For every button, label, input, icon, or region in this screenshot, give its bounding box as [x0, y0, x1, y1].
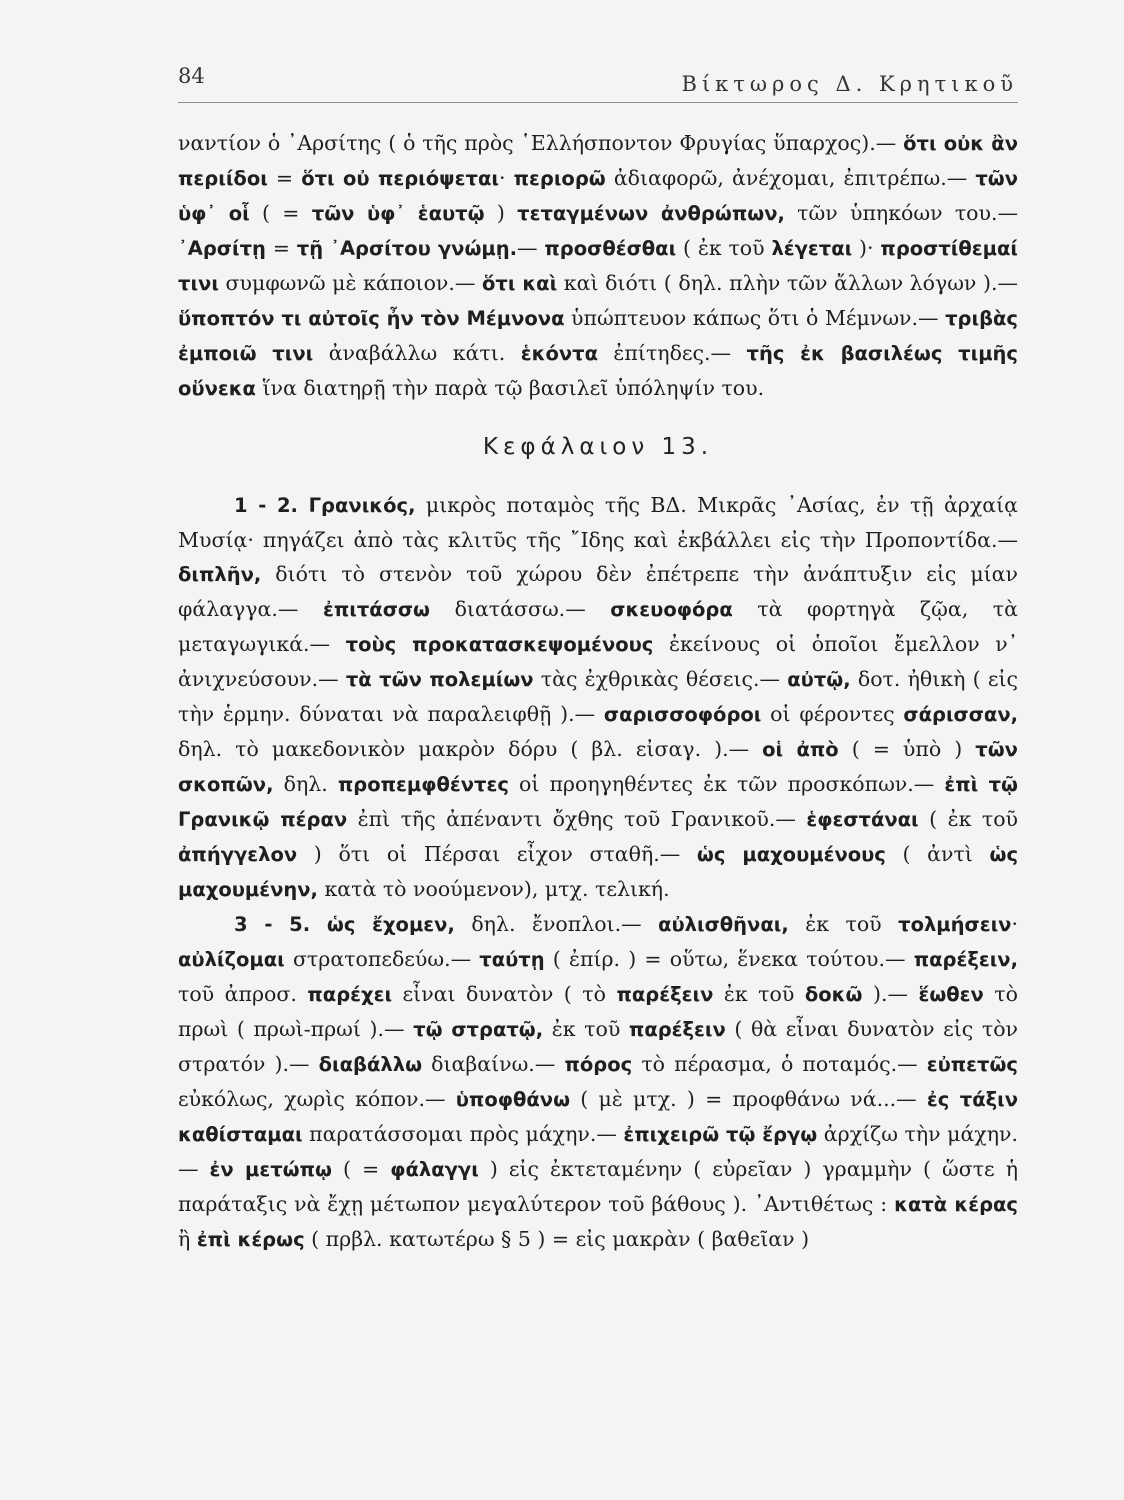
- lemma: τολμήσειν: [898, 913, 1012, 936]
- lemma: παρέξειν,: [913, 948, 1018, 971]
- gloss-text: διότι τὸ στενὸν τοῦ χώρου δὲν ἐπέτρεπε τὴν ἀνάπτυξιν εἰς μίαν φάλαγγα.—: [178, 562, 1018, 621]
- lemma: λέγεται: [771, 237, 853, 260]
- lemma: περιορῶ: [513, 167, 606, 190]
- lemma: ἐς τάξιν καθίσταμαι: [178, 1088, 1018, 1146]
- gloss-text: ( ἐκ τοῦ: [676, 236, 772, 260]
- lemma: ὡς μαχουμένην,: [178, 843, 1019, 901]
- lemma: τῶν ὑφ᾿ ἑαυτῷ: [311, 202, 485, 225]
- gloss-text: ( ἐκ τοῦ: [918, 807, 1018, 831]
- lemma: οἱ ἀπὸ: [762, 738, 839, 761]
- lemma: 1 - 2. Γρανικός,: [234, 494, 416, 517]
- lemma: τῷ στρατῷ,: [413, 1018, 544, 1041]
- lemma: ἐπὶ κέρως: [196, 1228, 305, 1251]
- gloss-text: κατὰ τὸ νοούμενον), μτχ. τελική.: [317, 877, 670, 901]
- gloss-text: ἀναβάλλω κάτι.: [313, 341, 521, 365]
- lemma: εὐπετῶς: [926, 1053, 1018, 1076]
- lemma: ἑκόντα: [520, 342, 598, 365]
- gloss-text: διαβαίνω.—: [422, 1052, 565, 1076]
- lemma: παρέξειν: [616, 983, 714, 1006]
- lemma: αὐλίζομαι: [178, 948, 285, 971]
- lemma: προπεμφθέντες: [337, 773, 509, 796]
- gloss-text: τοῦ ἀπροσ.: [178, 982, 308, 1006]
- lemma: παρέξειν: [628, 1018, 726, 1041]
- gloss-text: =: [265, 236, 297, 260]
- gloss-text: διατάσσω.—: [430, 597, 611, 621]
- gloss-text: ( ἐπίρ. ) = οὕτω, ἕνεκα τούτου.—: [544, 947, 914, 971]
- gloss-text: ἐκ τοῦ: [543, 1017, 629, 1041]
- lemma: σαρισσοφόροι: [603, 703, 762, 726]
- gloss-text: —: [517, 236, 545, 260]
- lemma: ὅτι οὐκ ἂν περιίδοι: [178, 132, 1018, 190]
- page-number: 84: [178, 64, 205, 88]
- gloss-text: οἱ προηγηθέντες ἐκ τῶν προσκόπων.—: [508, 772, 945, 796]
- gloss-text: δηλ.: [273, 772, 338, 796]
- continuation-paragraph: [178, 126, 1018, 406]
- lemma: τριβὰς ἐμποιῶ τινι: [178, 307, 1018, 365]
- gloss-text: ὑπώπτευον κάπως ὅτι ὁ Μέμνων.—: [564, 306, 946, 330]
- lemma: ἕωθεν: [918, 983, 984, 1006]
- gloss-text: ( θὰ εἶναι δυνατὸν εἰς τὸν στρατόν ).—: [178, 1017, 1019, 1076]
- lemma: διπλῆν,: [178, 563, 262, 586]
- gloss-text: δηλ. τὸ μακεδονικὸν μακρὸν δόρυ ( βλ. εἰσαγ. ).—: [178, 737, 763, 761]
- lemma: σάρισσαν,: [903, 703, 1019, 726]
- gloss-text: ( μὲ μτχ. ) = προφθάνω νά...—: [570, 1087, 927, 1111]
- lemma: ὕποπτόν τι αὐτοῖς ἦν τὸν Μέμνονα: [178, 307, 565, 330]
- lemma: ὅτι οὐ περιόψεται: [301, 167, 499, 190]
- lemma: ταύτῃ: [479, 948, 545, 971]
- gloss-text: τὸ πέρασμα, ὁ ποταμός.—: [632, 1052, 927, 1076]
- lemma: τῇ ᾿Αρσίτου γνώμῃ.: [296, 237, 518, 260]
- gloss-text: ἀδιαφορῶ, ἀνέχομαι, ἐπιτρέπω.—: [605, 166, 976, 190]
- gloss-text: ) ὅτι οἱ Πέρσαι εἶχον σταθῆ.—: [297, 842, 697, 866]
- gloss-text: εἶναι δυνατὸν ( τὸ: [392, 982, 617, 1006]
- lemma: ἐπὶ τῷ Γρανικῷ πέραν: [178, 773, 1019, 831]
- lemma: διαβάλλω: [318, 1053, 423, 1076]
- gloss-text: ( =: [249, 201, 312, 225]
- gloss-text: τῶν ὑπηκόων του.—: [784, 201, 1018, 225]
- lemma: φάλαγγι: [390, 1158, 479, 1181]
- gloss-text: ἐπὶ τῆς ἀπέναντι ὄχθης τοῦ Γρανικοῦ.—: [347, 807, 807, 831]
- gloss-text: =: [267, 166, 302, 190]
- gloss-text: ἐκ τοῦ: [788, 912, 899, 936]
- gloss-text: καὶ διότι ( δηλ. πλὴν τῶν ἄλλων λόγων ).—: [557, 271, 1019, 295]
- lemma: τεταγμένων ἀνθρώπων,: [517, 202, 785, 225]
- gloss-text: ἢ: [178, 1227, 197, 1251]
- gloss-text: ( ἀντὶ: [885, 842, 990, 866]
- lemma: δοκῶ: [804, 983, 863, 1006]
- gloss-text: ( =: [331, 1157, 391, 1181]
- gloss-text: δοτ. ἠθικὴ ( εἰς τὴν ἑρμην. δύναται νὰ παραλειφθῇ ).—: [178, 667, 1018, 726]
- gloss-text: ναντίον ὁ ᾿Αρσίτης ( ὁ τῆς πρὸς ῾Ελλήσποντον Φρυγίας ὕπαρχος).—: [178, 131, 904, 155]
- lemma: 3 - 5. ὡς ἔχομεν,: [234, 913, 455, 936]
- lemma: κατὰ κέρας: [894, 1193, 1018, 1216]
- lemma: ᾿Αρσίτῃ: [178, 237, 266, 260]
- gloss-text: ἐπίτηδες.—: [597, 341, 747, 365]
- gloss-text: ).—: [862, 982, 919, 1006]
- gloss-text: ) εἰς ἐκτεταμένην ( εὐρεῖαν ) γραμμὴν ( ὥστε ἡ παράταξις νὰ ἔχῃ μέτωπον μεγαλύτερον τοῦ βάθους ). ᾿Αντιθέτως :: [178, 1157, 1018, 1216]
- gloss-text: παρατάσσομαι πρὸς μάχην.—: [302, 1122, 624, 1146]
- gloss-text: ἀρχίζω τὴν μάχην.—: [178, 1122, 1018, 1181]
- lemma: τῆς ἐκ βασιλέως τιμῆς οὕνεκα: [178, 342, 1018, 400]
- running-title: Βίκτωρος Δ. Κρητικοῦ: [681, 72, 1018, 96]
- lemma: ἀπήγγελον: [178, 843, 298, 866]
- gloss-text: συμφωνῶ μὲ κάποιον.—: [218, 271, 483, 295]
- gloss-text: εὐκόλως, χωρὶς κόπον.—: [178, 1087, 456, 1111]
- lemma: τῶν ὑφ᾿ οἷ: [178, 167, 1018, 225]
- page-header: [178, 62, 1018, 103]
- gloss-text: ( πρβλ. κατωτέρω § 5 ) = εἰς μακρὰν ( βαθεῖαν ): [304, 1227, 810, 1251]
- lemma: προσθέσθαι: [544, 237, 677, 260]
- gloss-text: ἐκ τοῦ: [713, 982, 805, 1006]
- lemma: αὐλισθῆναι,: [658, 913, 789, 936]
- section-1-2-paragraph: [178, 488, 1018, 907]
- section-3-5-paragraph: [178, 907, 1018, 1257]
- lemma: παρέχει: [307, 983, 393, 1006]
- lemma: ἐν μετώπῳ: [209, 1158, 332, 1181]
- gloss-text: ): [484, 201, 518, 225]
- lemma: ὡς μαχουμένους: [696, 843, 886, 866]
- lemma: ἐπιτάσσω: [322, 598, 431, 621]
- lemma: τὰ τῶν πολεμίων: [345, 668, 534, 691]
- lemma: ὅτι καὶ: [482, 272, 558, 295]
- lemma: τῶν σκοπῶν,: [178, 738, 1018, 796]
- gloss-text: τὰ φορτηγὰ ζῷα, τὰ μεταγωγικά.—: [178, 597, 1018, 656]
- lemma: πόρος: [564, 1053, 633, 1076]
- chapter-heading: Κεφάλαιον 13.: [482, 434, 714, 460]
- gloss-text: ἐκείνους οἱ ὁποῖοι ἔμελλον ν᾿ ἀνιχνεύσουν.—: [178, 632, 1019, 691]
- gloss-text: ( = ὑπὸ ): [838, 737, 976, 761]
- lemma: ἑφεστάναι: [806, 808, 919, 831]
- lemma: αὐτῷ,: [787, 668, 851, 691]
- gloss-text: στρατοπεδεύω.—: [284, 947, 480, 971]
- lemma: ἐπιχειρῶ τῷ ἔργῳ: [623, 1123, 818, 1146]
- gloss-text: δηλ. ἔνοπλοι.—: [454, 912, 659, 936]
- lemma: τοὺς προκατασκεψομένους: [345, 633, 654, 656]
- gloss-text: ἵνα διατηρῇ τὴν παρὰ τῷ βασιλεῖ ὑπόληψίν του.: [255, 376, 765, 400]
- gloss-text: μικρὸς ποταμὸς τῆς ΒΔ. Μικρᾶς ᾿Ασίας, ἐν τῇ ἀρχαίᾳ Μυσίᾳ· πηγάζει ἀπὸ τὰς κλιτῦς τῆς ῎Ιδης καὶ ἐκβάλλει εἰς τὴν Προποντίδα.—: [178, 493, 1018, 552]
- gloss-text: οἱ φέροντες: [761, 702, 904, 726]
- gloss-text: ·: [498, 166, 514, 190]
- gloss-text: τὸ πρωὶ ( πρωὶ-πρωί ).—: [178, 982, 1018, 1041]
- lemma: προστίθεμαί τινι: [178, 237, 1018, 295]
- gloss-text: τὰς ἐχθρικὰς θέσεις.—: [533, 667, 788, 691]
- commentary-text: [178, 126, 1018, 1257]
- gloss-text: ·: [1011, 912, 1018, 936]
- gloss-text: )·: [852, 236, 881, 260]
- lemma: ὑποφθάνω: [455, 1088, 571, 1111]
- lemma: σκευοφόρα: [610, 598, 733, 621]
